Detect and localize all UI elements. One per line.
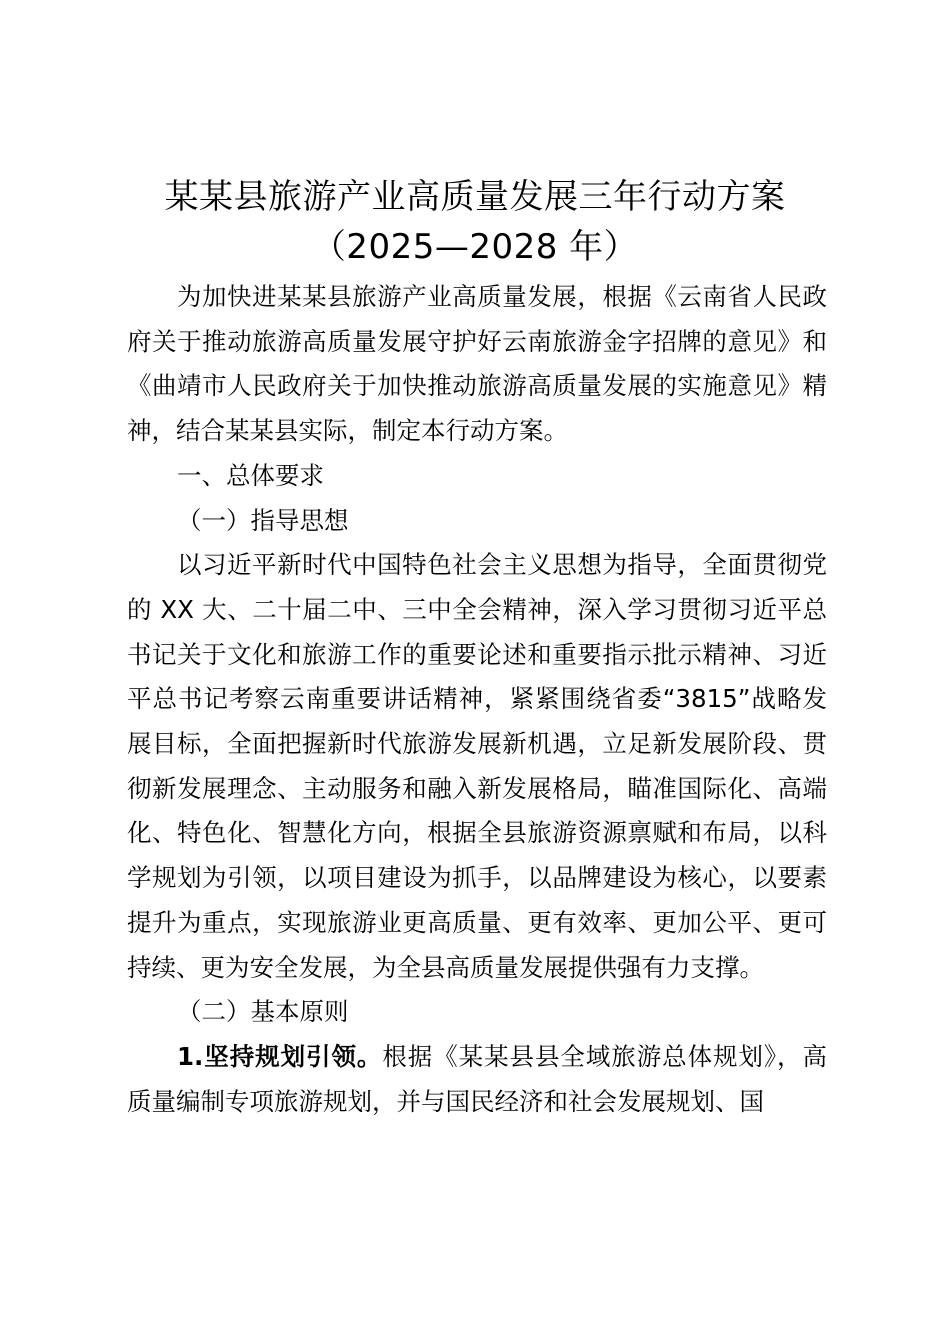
intro-paragraph: 为加快进某某县旅游产业高质量发展，根据《云南省人民政府关于推动旅游高质量发展守护好云南旅游金字招牌的意见》和《曲靖市人民政府关于加快推动旅游高质量发展的实施意见》精神，结合某某县实际，制定本行动方案。	[127, 282, 827, 446]
principle-lead: 1.坚持规划引领。	[177, 1041, 383, 1071]
subsection-heading-1: （一）指导思想	[177, 505, 349, 535]
document-title	[0, 172, 950, 272]
principle-text: 根据《某某县县全域旅游总体规划》，高质量编制专项旅游规划，并与国民经济和社会发展规划、国	[127, 1041, 827, 1116]
title-line-2: （2025—2028 年）	[311, 227, 639, 267]
principle-paragraph-1	[127, 1035, 827, 1124]
guiding-thought-paragraph: 以习近平新时代中国特色社会主义思想为指导，全面贯彻党的 XX 大、二十届二中、三中全会精神，深入学习贯彻习近平总书记关于文化和旅游工作的重要论述和重要指示批示精神、习近平总书记考察云南重要讲话精神，紧紧围绕省委“3815”战略发展目标，全面把握新时代旅游发展新机遇，立足新发展阶段、贯彻新发展理念、主动服务和融入新发展格局，瞄准国际化、高端化、特色化、智慧化方向，根据全县旅游资源禀赋和布局，以科学规划为引领，以项目建设为抓手，以品牌建设为核心，以要素提升为重点，实现旅游业更高质量、更有效率、更加公平、更可持续、更为安全发展，为全县高质量发展提供强有力支撑。	[127, 550, 827, 982]
subsection-heading-2: （二）基本原则	[177, 997, 349, 1027]
title-line-1: 某某县旅游产业高质量发展三年行动方案	[164, 177, 786, 217]
section-heading-1: 一、总体要求	[177, 460, 324, 490]
document-body	[127, 275, 827, 1124]
